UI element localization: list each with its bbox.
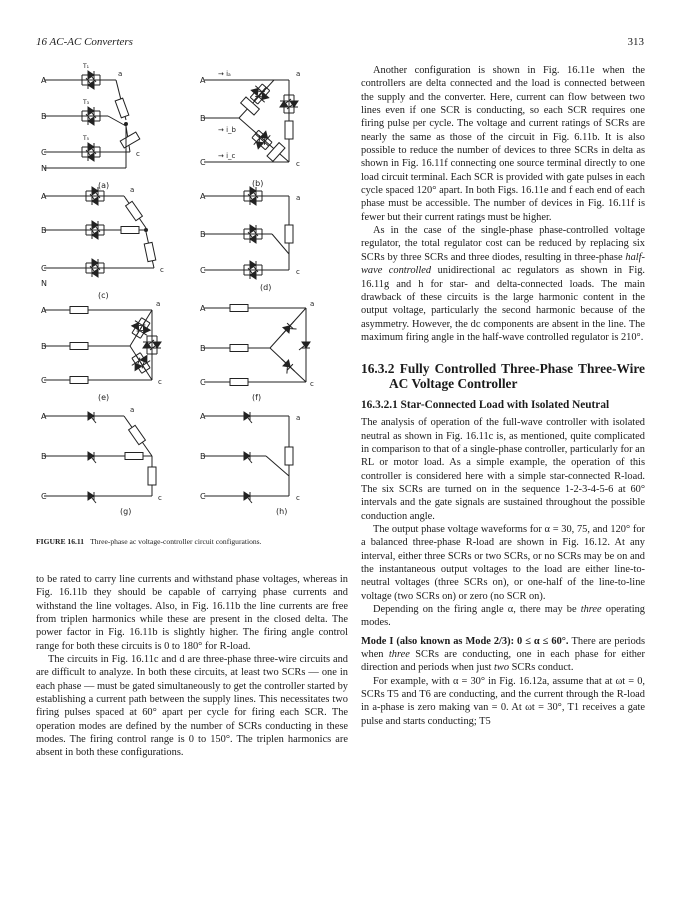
svg-text:B: B xyxy=(200,230,206,239)
svg-text:A: A xyxy=(200,412,206,421)
left-column xyxy=(36,573,348,760)
svg-text:B: B xyxy=(41,342,47,351)
paragraph: The analysis of operation of the full-wave controller with isolated neutral as shown in Fig. 16.11c is, as mentioned, quite complicated in comparison to that of a single-phase controller, particularly for an RL or motor load. As a simple example, the operation of this controller is considered here with a simple star-connected R-load. The six SCRs are turned on in the sequence 1-2-3-4-5-6 at 60° intervals and the gate signals are sustained throughout the possible conduction angle. xyxy=(361,417,645,522)
paragraph: For example, with α = 30° in Fig. 16.12a, assume that at ωt = 0, SCRs T5 and T6 are conducting, and the current through the R-load in a-phase is zero making van = 0. At ωt = 30°, T1 receives a gate pulse and starts conducting; T5 xyxy=(361,675,645,727)
svg-text:A: A xyxy=(200,192,206,201)
svg-text:C: C xyxy=(41,148,47,157)
svg-text:B: B xyxy=(41,112,47,121)
svg-text:B: B xyxy=(200,452,206,461)
figure-label-e: (e) xyxy=(98,393,110,402)
svg-text:a: a xyxy=(130,406,135,414)
svg-text:B: B xyxy=(41,452,47,461)
svg-text:c: c xyxy=(296,494,300,502)
svg-text:C: C xyxy=(200,266,206,275)
svg-text:B: B xyxy=(200,344,206,353)
page-number: 313 xyxy=(627,36,644,48)
svg-text:a: a xyxy=(130,186,135,194)
svg-text:T₁: T₁ xyxy=(83,63,90,70)
svg-text:a: a xyxy=(296,414,301,422)
paragraph: The circuits in Fig. 16.11c and d are three-phase three-wire circuits and are difficult to analyze. In both these circuits, at least two SCRs — one in each phase — must be gated simultaneously to get the controller started by establishing a current path between the supply lines. This necessitates two firing pulses spaced at 60° apart per cycle for firing each SCR. The operation modes are defined by the number of SCRs conducting in these modes. The firing control range is 0 to 150°. The triplen harmonics are absent in both these configurations. xyxy=(36,654,348,759)
svg-text:C: C xyxy=(41,492,47,501)
figure-caption xyxy=(36,537,356,547)
paragraph: Mode I (also known as Mode 2/3): 0 ≤ α ≤ 60°. There are periods when three SCRs are conducting, one in each phase for either direction and periods when just two SCRs conduct. xyxy=(361,635,646,674)
svg-text:c: c xyxy=(296,160,300,168)
svg-text:C: C xyxy=(200,158,206,167)
paragraph: The output phase voltage waveforms for α = 30, 75, and 120° for a balanced three-phase R-load are shown in Fig. 16.12. At any interval, either three SCRs or two SCRs, or no SCRs may be on and the instantaneous output voltages to the load are either line-to-neutral voltages (three SCRs on), or one-half of the line-to-line voltage (two SCRs on) or zero (no SCR on). xyxy=(361,523,645,602)
svg-text:c: c xyxy=(310,380,314,388)
right-column xyxy=(361,64,645,728)
svg-text:a: a xyxy=(118,70,123,78)
svg-text:c: c xyxy=(158,378,162,386)
svg-text:A: A xyxy=(200,76,206,85)
subsection-heading: 16.3.2.1 Star-Connected Load with Isolated Neutral xyxy=(361,399,610,412)
figure-caption-id: FIGURE 16.11 xyxy=(36,537,85,546)
svg-text:→ i_c: → i_c xyxy=(218,152,236,160)
svg-text:A: A xyxy=(41,306,47,315)
svg-text:N: N xyxy=(41,279,47,288)
svg-text:c: c xyxy=(160,266,164,274)
circuit-a xyxy=(41,63,140,173)
svg-text:C: C xyxy=(200,492,206,501)
svg-text:c: c xyxy=(136,150,140,158)
paragraph: As in the case of the single-phase phase-controlled voltage regulator, the total regulator cost can be reduced by replacing six SCRs by three SCRs and three diodes, resulting in three-phase half-wave controlled unidirectional ac regulators as shown in Fig. 16.11g and h for star- and delta-connected loads. The main drawback of these circuits is the large harmonic content in the output voltage, particularly the second harmonic because of the asymmetry. However, the dc components are absent in the line. The maximum firing angle in the half-wave controlled regulator is 210°. xyxy=(361,225,645,343)
figure-label-a: (a) xyxy=(98,181,110,190)
circuit-d xyxy=(200,187,300,279)
circuit-e xyxy=(41,300,162,386)
figure-label-h: (h) xyxy=(276,507,288,516)
svg-text:N: N xyxy=(41,164,47,173)
svg-text:a: a xyxy=(296,70,301,78)
circuit-c xyxy=(41,186,164,288)
paragraph: Another configuration is shown in Fig. 16.11e when the controllers are delta connected and the load is connected between the supply and the converter. Here, current can flow between two lines even if one SCR is conducting, so each SCR requires one firing pulse per cycle. The voltage and current ratings of SCRs are nearly the same as those of the circuit in Fig. 6.11b. It is also possible to reduce the number of devices to three SCRs in delta as shown in Fig. 16.11f connecting one source terminal directly to one load circuit terminal. Each SCR is provided with gate pulses in each cycle spaced 120° apart. In both Figs. 16.11e and f each end of each phase must be accessible. The number of devices in Fig. 16.11f is fewer but their current ratings must be higher. xyxy=(361,65,645,223)
svg-text:→ i_b: → i_b xyxy=(218,126,236,134)
svg-text:C: C xyxy=(200,378,206,387)
circuit-h xyxy=(200,412,300,503)
svg-text:T₃: T₃ xyxy=(83,99,90,106)
running-header-chapter: 16 AC-AC Converters xyxy=(36,36,133,48)
svg-text:A: A xyxy=(41,412,47,421)
svg-text:A: A xyxy=(41,76,47,85)
figure-16-11 xyxy=(34,58,352,558)
figure-label-c: (c) xyxy=(98,291,109,300)
circuit-g xyxy=(41,406,162,503)
figure-label-g: (g) xyxy=(120,507,132,516)
svg-text:C: C xyxy=(41,264,47,273)
paragraph: Depending on the firing angle α, there may be three operating modes. xyxy=(361,604,645,629)
svg-text:C: C xyxy=(41,376,47,385)
svg-text:c: c xyxy=(158,494,162,502)
svg-text:A: A xyxy=(200,304,206,313)
svg-text:a: a xyxy=(310,300,315,308)
svg-text:c: c xyxy=(296,268,300,276)
svg-text:T₅: T₅ xyxy=(83,135,90,142)
figure-label-d: (d) xyxy=(260,283,272,292)
figure-label-f: (f) xyxy=(252,393,262,402)
circuit-b xyxy=(200,70,300,168)
figure-caption-text: Three-phase ac voltage-controller circuit configurations. xyxy=(90,537,262,546)
svg-text:→ iₐ: → iₐ xyxy=(218,70,231,78)
paragraph: to be rated to carry line currents and withstand phase voltages, whereas in Fig. 16.11b they should be capable of carrying phase currents and withstand the line voltages. Also, in Fig. 16.11b the line currents are free from triplen harmonics while these are present in the closed delta. The power factor in Fig. 16.11b is slightly higher. The firing angle control range for both these circuits is 0 to 180° for R-load. xyxy=(36,574,348,652)
figure-label-b: (b) xyxy=(252,179,264,188)
svg-text:a: a xyxy=(156,300,161,308)
svg-text:B: B xyxy=(200,114,206,123)
svg-text:A: A xyxy=(41,192,47,201)
svg-text:a: a xyxy=(296,194,301,202)
circuit-f xyxy=(200,300,314,388)
svg-text:B: B xyxy=(41,226,47,235)
section-heading: 16.3.2 Fully Controlled Three-Phase Three-Wire AC Voltage Controller xyxy=(361,361,645,392)
mode-heading: Mode I (also known as Mode 2/3): 0 ≤ α ≤ 60°. xyxy=(361,635,569,647)
